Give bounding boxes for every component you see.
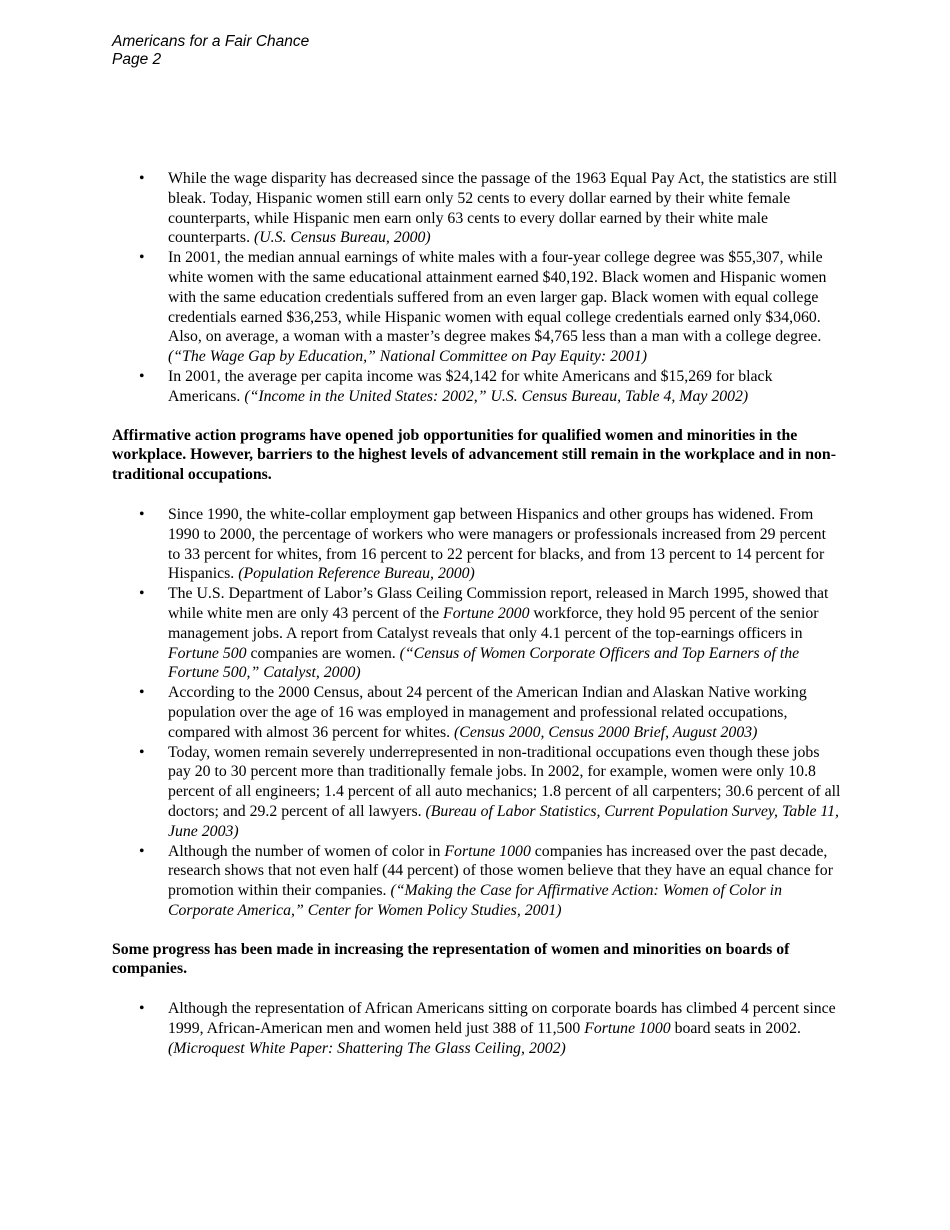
list-item bbox=[112, 505, 842, 584]
italic-text: Fortune 1000 bbox=[444, 842, 531, 860]
section-heading-boards: Some progress has been made in increasing the representation of women and minorities on boards of companies. bbox=[112, 940, 790, 978]
italic-text: (“Income in the United States: 2002,” U.S. Census Bureau, Table 4, May 2002) bbox=[244, 387, 749, 405]
list-item bbox=[112, 683, 842, 742]
list-item bbox=[112, 584, 842, 683]
bullet-icon: • bbox=[139, 684, 145, 702]
text-run: The U.S. Department of Labor’s Glass Ceiling Commission report, released in March 1995, showed that while white men are only 43 percent of the bbox=[168, 585, 829, 622]
bullet-icon: • bbox=[139, 170, 145, 187]
text-run: Although the number of women of color in bbox=[168, 842, 445, 860]
bullet-icon: • bbox=[139, 249, 145, 267]
italic-text: (U.S. Census Bureau, 2000) bbox=[253, 229, 431, 247]
list-item bbox=[112, 743, 842, 842]
text-run: While the wage disparity has decreased since the passage of the 1963 Equal Pay Act, the statistics are still bleak. Today, Hispanic women still earn only 52 cents to every dollar earned by their white female counterparts, while Hispanic men earn only 63 cents to every dollar earned by their white male counterparts. bbox=[168, 170, 837, 247]
italic-text: (“The Wage Gap by Education,” National Committee on Pay Equity: 2001) bbox=[168, 348, 647, 366]
italic-text: (“Census of Women Corporate Officers and Top Earners of the Fortune 500,” Catalyst, 2000) bbox=[168, 644, 800, 682]
bullet-icon: • bbox=[139, 743, 145, 761]
italic-text: (“Making the Case for Affirmative Action: Women of Color in Corporate America,” Center for Women Policy Studies, 2001) bbox=[168, 882, 782, 919]
italic-text: Fortune 2000 bbox=[443, 604, 530, 622]
italic-text: (Bureau of Labor Statistics, Current Population Survey, Table 11, June 2003) bbox=[168, 802, 839, 840]
text-run: Today, women remain severely underrepresented in non-traditional occupations even though these jobs pay 20 to 30 percent more than traditionally female jobs. In 2002, for example, women were only 10.8 percent of all engineers; 1.4 percent of all auto mechanics; 1.8 percent of all carpenters; 30.6 percent of all doctors; and 29.2 percent of all lawyers. bbox=[168, 743, 841, 820]
text-run: Although the representation of African Americans sitting on corporate boards has climbed 4 percent since 1999, African-American men and women held just 388 of 11,500 bbox=[168, 1000, 836, 1038]
text-run: companies has increased over the past decade, research shows that not even half (44 percent) of those women believe that they have an equal chance for promotion within their companies. bbox=[168, 842, 833, 900]
page-header bbox=[112, 33, 309, 69]
text-run: board seats in 2002. bbox=[670, 1020, 801, 1038]
employment-gap-list bbox=[112, 505, 842, 921]
italic-text: (Census 2000, Census 2000 Brief, August 2003) bbox=[454, 723, 758, 741]
bullet-icon: • bbox=[139, 505, 145, 523]
text-run: workforce, they hold 95 percent of the senior management jobs. A report from Catalyst reveals that only 4.1 percent of the top-earnings officers in bbox=[168, 604, 819, 642]
organization-name: Americans for a Fair Chance bbox=[112, 33, 310, 50]
text-run: According to the 2000 Census, about 24 percent of the American Indian and Alaskan Native working population over the age of 16 was employed in management and professional related occupations, compared with almost 36 percent for whites. bbox=[168, 684, 807, 741]
boards-list bbox=[112, 999, 842, 1058]
bullet-icon: • bbox=[139, 585, 145, 603]
wage-gap-list bbox=[112, 169, 842, 407]
text-run: In 2001, the median annual earnings of white males with a four-year college degree was $55,307, while white women with the same educational attainment earned $40,192. Black women and Hispanic women with the same education credentials suffered from an even larger gap. Black women with equal college credentials earned $36,253, while Hispanic women with equal college credentials earned only $34,060. Also, on average, a woman with a master’s degree makes $4,765 less than a man with a college degree. bbox=[168, 249, 827, 346]
italic-text: Fortune 1000 bbox=[584, 1020, 671, 1038]
bullet-icon: • bbox=[139, 842, 145, 860]
italic-text: Fortune 500 bbox=[168, 644, 247, 662]
document-body bbox=[112, 169, 842, 1059]
italic-text: (Microquest White Paper: Shattering The Glass Ceiling, 2002) bbox=[168, 1039, 566, 1057]
list-item bbox=[112, 999, 842, 1058]
section-heading-affirmative-action: Affirmative action programs have opened job opportunities for qualified women and minorities in the workplace. However, barriers to the highest levels of advancement still remain in the workplace and in non-traditional occupations. bbox=[112, 426, 836, 484]
bullet-icon: • bbox=[139, 367, 145, 385]
list-item bbox=[112, 169, 842, 248]
list-item bbox=[112, 248, 842, 367]
list-item bbox=[112, 367, 842, 407]
text-run: Since 1990, the white-collar employment gap between Hispanics and other groups has widened. From 1990 to 2000, the percentage of workers who were managers or professionals increased from 29 percent to 33 percent for whites, from 16 percent to 22 percent for blacks, and from 13 percent to 14 percent for Hispanics. bbox=[168, 505, 826, 583]
text-run: In 2001, the average per capita income was $24,142 for white Americans and $15,269 for black Americans. bbox=[168, 367, 773, 405]
list-item bbox=[112, 842, 842, 921]
page-number: Page 2 bbox=[112, 51, 162, 68]
text-run: companies are women. bbox=[246, 644, 400, 662]
italic-text: (Population Reference Bureau, 2000) bbox=[238, 565, 475, 583]
bullet-icon: • bbox=[139, 1000, 145, 1018]
